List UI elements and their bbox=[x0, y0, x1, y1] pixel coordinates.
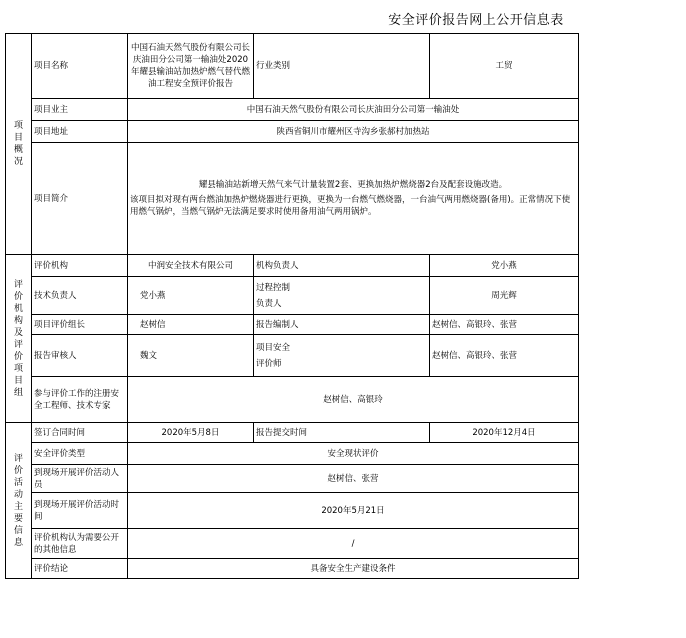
submit-label: 报告提交时间 bbox=[254, 423, 430, 443]
process-label-line-2: 负责人 bbox=[256, 298, 282, 309]
staff-label: 到现场开展评价活动人员 bbox=[32, 465, 128, 493]
table-row bbox=[6, 529, 579, 559]
tech-value: 党小燕 bbox=[128, 277, 254, 315]
contract-label: 签订合同时间 bbox=[32, 423, 128, 443]
tech-label: 技术负责人 bbox=[32, 277, 128, 315]
project-name-label: 项目名称 bbox=[32, 34, 128, 99]
other-value: / bbox=[128, 529, 579, 559]
table-row bbox=[6, 493, 579, 529]
industry-value: 工贸 bbox=[430, 34, 579, 99]
time-label: 到现场开展评价活动时间 bbox=[32, 493, 128, 529]
process-label bbox=[254, 277, 430, 315]
conclusion-label: 评价结论 bbox=[32, 559, 128, 579]
reviewer-label: 报告审核人 bbox=[32, 335, 128, 377]
evaluator-label-line-1: 项目安全 bbox=[256, 342, 291, 353]
table-row bbox=[6, 465, 579, 493]
table-row bbox=[6, 443, 579, 465]
evaluator-value: 赵树信、高银玲、张营 bbox=[430, 335, 579, 377]
table-row bbox=[6, 121, 579, 143]
table-row bbox=[6, 559, 579, 579]
page-title bbox=[0, 9, 686, 28]
section-overview: 项目概况 bbox=[6, 34, 32, 255]
address-label: 项目地址 bbox=[32, 121, 128, 143]
summary-value bbox=[128, 143, 579, 255]
table-row bbox=[6, 277, 579, 315]
writer-value: 赵树信、高银玲、张营 bbox=[430, 315, 579, 335]
table-row bbox=[6, 315, 579, 335]
project-name-value: 中国石油天然气股份有限公司长庆油田分公司第一输油处2020年耀县输油站加热炉燃气替代燃油工程安全预评价报告 bbox=[128, 34, 254, 99]
table-row bbox=[6, 34, 579, 99]
evaluator-label bbox=[254, 335, 430, 377]
summary-label: 项目简介 bbox=[32, 143, 128, 255]
table-row bbox=[6, 335, 579, 377]
owner-value: 中国石油天然气股份有限公司长庆油田分公司第一输油处 bbox=[128, 99, 579, 121]
reviewer-value: 魏文 bbox=[128, 335, 254, 377]
summary-line-2: 该项目拟对现有两台燃油加热炉燃烧器进行更换，更换为一台燃气燃烧器，一台油气两用燃烧器(备用)。正常情况下使用燃气锅炉，当燃气锅炉无法满足要求时使用备用油气两用锅炉。 bbox=[130, 195, 571, 217]
industry-label: 行业类别 bbox=[254, 34, 430, 99]
table-row bbox=[6, 143, 579, 255]
engineers-value: 赵树信、高银玲 bbox=[128, 377, 579, 423]
org-value: 中润安全技术有限公司 bbox=[128, 255, 254, 277]
time-value: 2020年5月21日 bbox=[128, 493, 579, 529]
process-value: 周光辉 bbox=[430, 277, 579, 315]
conclusion-value: 具备安全生产建设条件 bbox=[128, 559, 579, 579]
page-title-text: 安全评价报告网上公开信息表 bbox=[388, 13, 564, 28]
process-label-line-1: 过程控制 bbox=[256, 282, 291, 293]
leader-value: 赵树信 bbox=[128, 315, 254, 335]
section-activity: 评价活动主要信息 bbox=[6, 423, 32, 579]
writer-label: 报告编制人 bbox=[254, 315, 430, 335]
table-row bbox=[6, 99, 579, 121]
org-label: 评价机构 bbox=[32, 255, 128, 277]
table-row bbox=[6, 255, 579, 277]
leader-label: 项目评价组长 bbox=[32, 315, 128, 335]
submit-value: 2020年12月4日 bbox=[430, 423, 579, 443]
staff-value: 赵树信、张营 bbox=[128, 465, 579, 493]
other-label: 评价机构认为需要公开的其他信息 bbox=[32, 529, 128, 559]
summary-line-1: 耀县输油站新增天然气来气计量装置2套、更换加热炉燃烧器2台及配套设施改造。 bbox=[198, 180, 508, 190]
section-agency: 评价机构及评价项目组 bbox=[6, 255, 32, 423]
owner-label: 项目业主 bbox=[32, 99, 128, 121]
info-table bbox=[5, 33, 579, 579]
address-value: 陕西省铜川市耀州区寺沟乡张郝村加热站 bbox=[128, 121, 579, 143]
contract-value: 2020年5月8日 bbox=[128, 423, 254, 443]
table-row bbox=[6, 423, 579, 443]
head-label: 机构负责人 bbox=[254, 255, 430, 277]
type-label: 安全评价类型 bbox=[32, 443, 128, 465]
table-row bbox=[6, 377, 579, 423]
type-value: 安全现状评价 bbox=[128, 443, 579, 465]
evaluator-label-line-2: 评价师 bbox=[256, 358, 282, 369]
engineers-label: 参与评价工作的注册安全工程师、技术专家 bbox=[32, 377, 128, 423]
head-value: 党小燕 bbox=[430, 255, 579, 277]
